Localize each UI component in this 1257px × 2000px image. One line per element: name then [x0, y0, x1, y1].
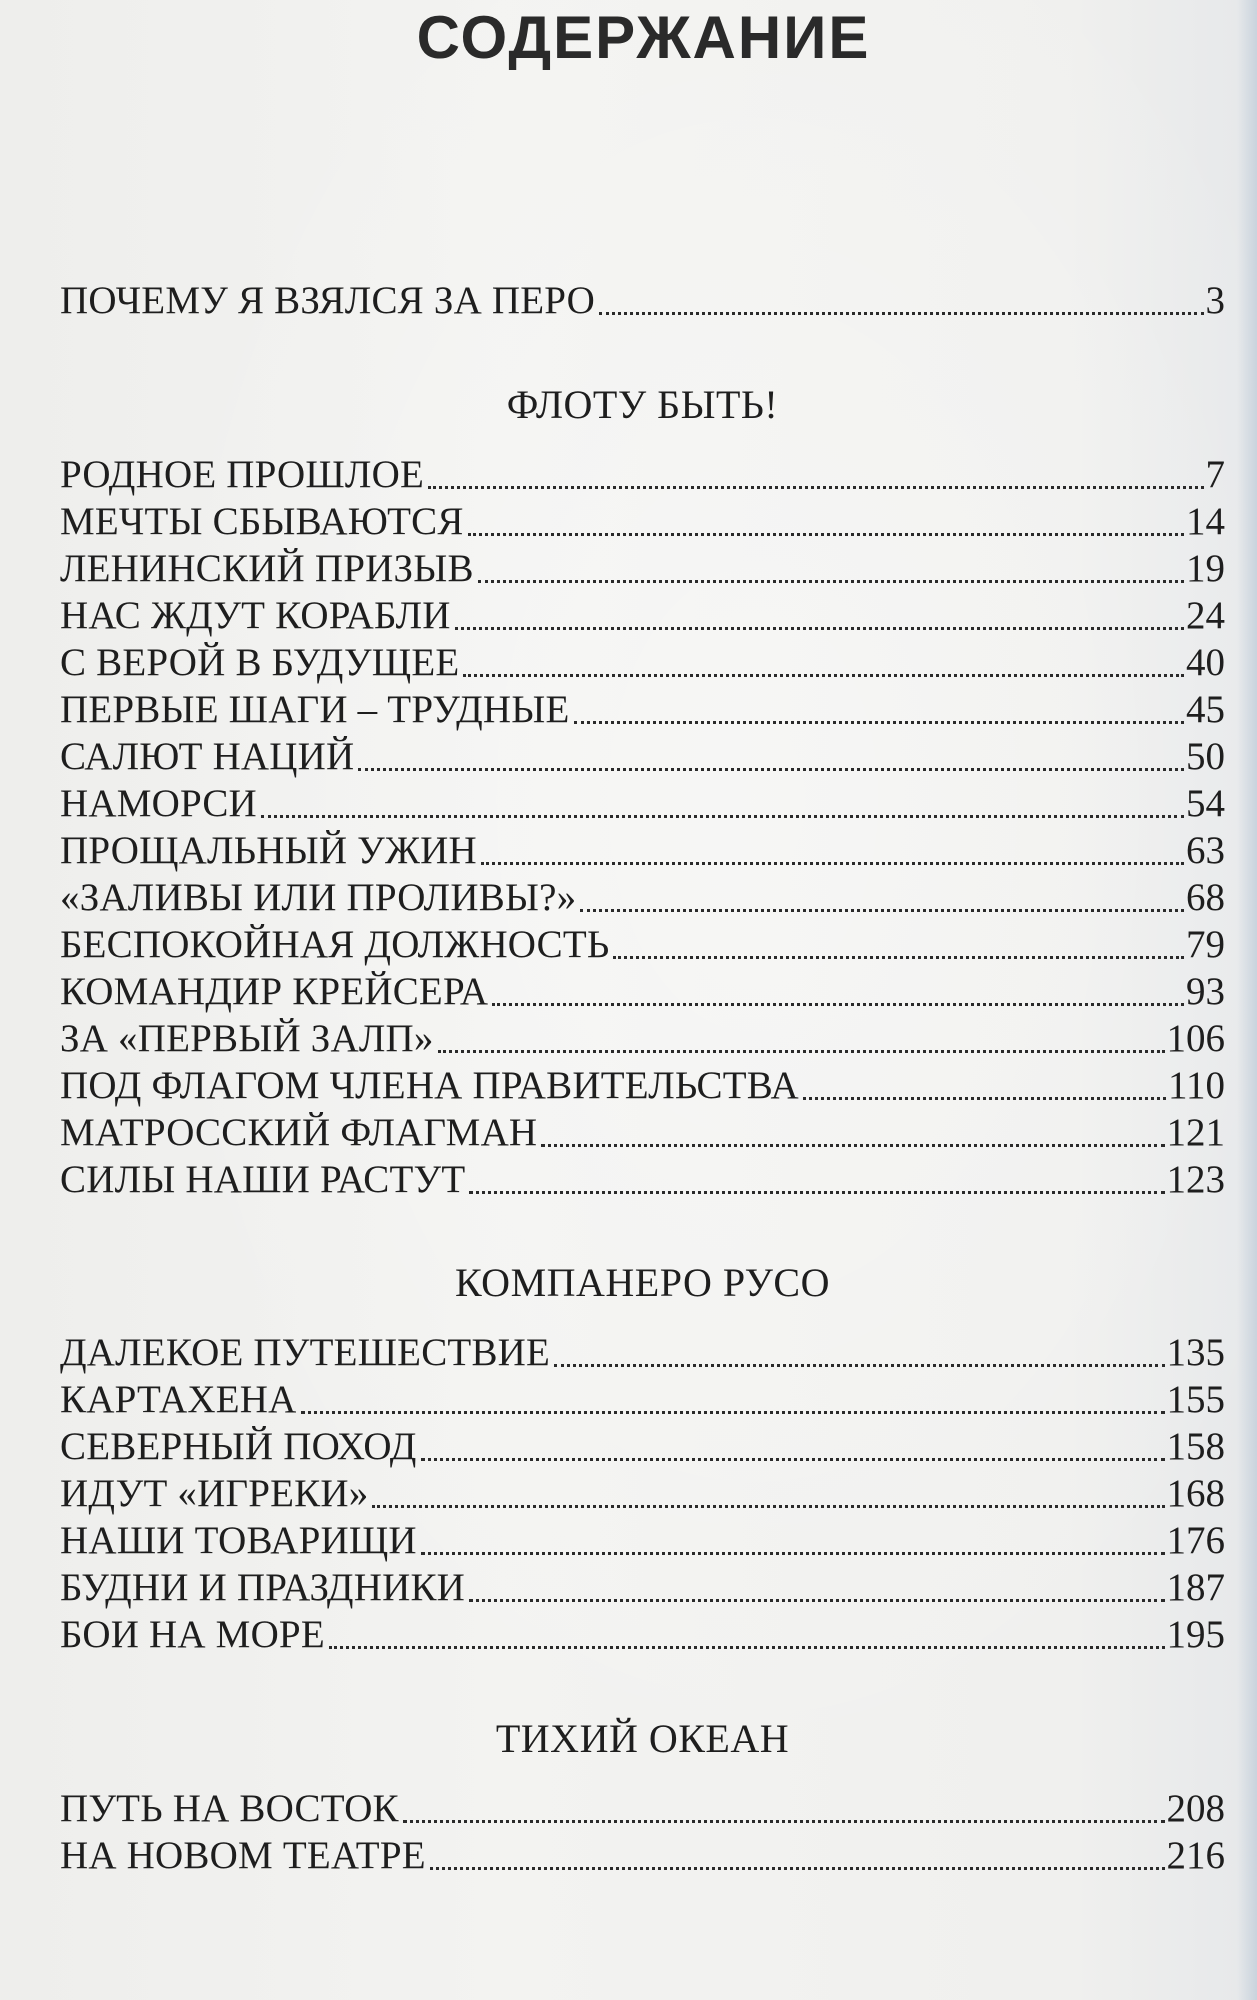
toc-entry[interactable] — [60, 1375, 1225, 1423]
dot-leader — [481, 862, 1184, 865]
page-title: СОДЕРЖАНИЕ — [416, 4, 871, 71]
toc-entry-page: 93 — [1186, 970, 1225, 1013]
toc-entry-page: 158 — [1166, 1425, 1225, 1468]
toc-entry-label: НАМОРСИ — [60, 782, 257, 825]
dot-leader — [421, 1552, 1165, 1555]
toc-entry-page: 7 — [1205, 453, 1225, 496]
toc-entry[interactable] — [60, 967, 1225, 1015]
toc-entry[interactable] — [60, 1563, 1225, 1611]
section-heading-2: КОМПАНЕРО РУСО — [455, 1260, 830, 1305]
dot-leader — [301, 1411, 1165, 1414]
toc-entry[interactable] — [60, 544, 1225, 592]
toc-entry-label: ПРОЩАЛЬНЫЙ УЖИН — [60, 829, 477, 872]
toc-entry-page: 135 — [1166, 1331, 1225, 1374]
dot-leader — [574, 721, 1184, 724]
toc-entry-label: САЛЮТ НАЦИЙ — [60, 735, 355, 778]
toc-entry-label: НАШИ ТОВАРИЩИ — [60, 1519, 417, 1562]
toc-entry-page: 68 — [1186, 876, 1225, 919]
toc-entry-label: КОМАНДИР КРЕЙСЕРА — [60, 970, 489, 1013]
dot-leader — [455, 627, 1184, 630]
toc-entry-page: 79 — [1186, 923, 1225, 966]
toc-entry-page: 187 — [1166, 1566, 1225, 1609]
toc-entry[interactable] — [60, 591, 1225, 639]
toc-entry-label: БОИ НА МОРЕ — [60, 1613, 325, 1656]
dot-leader — [541, 1144, 1164, 1147]
toc-entry-label: ПОЧЕМУ Я ВЗЯЛСЯ ЗА ПЕРО — [60, 279, 596, 322]
toc-entry-label: ЗА «ПЕРВЫЙ ЗАЛП» — [60, 1017, 434, 1060]
dot-leader — [469, 1191, 1164, 1194]
toc-entry[interactable] — [60, 1610, 1225, 1658]
toc-entry-label: ДАЛЕКОЕ ПУТЕШЕСТВИЕ — [60, 1331, 551, 1374]
toc-entry[interactable] — [60, 1328, 1225, 1376]
section-heading-1: ФЛОТУ БЫТЬ! — [506, 382, 779, 427]
toc-entry-page: 3 — [1205, 279, 1225, 322]
toc-entry-label: МАТРОССКИЙ ФЛАГМАН — [60, 1111, 538, 1154]
toc-entry-page: 19 — [1186, 547, 1225, 590]
toc-entry-page: 216 — [1166, 1834, 1225, 1877]
toc-entry-label: ПОД ФЛАГОМ ЧЛЕНА ПРАВИТЕЛЬСТВА — [60, 1064, 799, 1107]
dot-leader — [613, 956, 1184, 959]
toc-entry-label: С ВЕРОЙ В БУДУЩЕЕ — [60, 641, 460, 684]
dot-leader — [430, 1867, 1165, 1870]
toc-entry-page: 121 — [1166, 1111, 1225, 1154]
dot-leader — [554, 1364, 1164, 1367]
dot-leader — [428, 486, 1204, 489]
toc-entry[interactable] — [60, 1108, 1225, 1156]
toc-entry-label: КАРТАХЕНА — [60, 1378, 297, 1421]
dot-leader — [463, 674, 1184, 677]
toc-entry[interactable] — [60, 685, 1225, 733]
toc-entry[interactable] — [60, 1784, 1225, 1832]
toc-entry[interactable] — [60, 1831, 1225, 1879]
toc-entry-page: 168 — [1166, 1472, 1225, 1515]
toc-entry-label: СЕВЕРНЫЙ ПОХОД — [60, 1425, 417, 1468]
toc-entry-label: ЛЕНИНСКИЙ ПРИЗЫВ — [60, 547, 474, 590]
toc-entry[interactable] — [60, 1422, 1225, 1470]
toc-entry-page: 45 — [1186, 688, 1225, 731]
toc-entry-label: ИДУТ «ИГРЕКИ» — [60, 1472, 369, 1515]
toc-entry[interactable] — [60, 826, 1225, 874]
toc-entry[interactable] — [60, 1014, 1225, 1062]
toc-entry-page: 50 — [1186, 735, 1225, 778]
toc-entry-label: БУДНИ И ПРАЗДНИКИ — [60, 1566, 466, 1609]
toc-entry-label: МЕЧТЫ СБЫВАЮТСЯ — [60, 500, 464, 543]
toc-entry[interactable] — [60, 1155, 1225, 1203]
toc-entry[interactable] — [60, 450, 1225, 498]
toc-entry[interactable] — [60, 920, 1225, 968]
toc-entry-page: 195 — [1166, 1613, 1225, 1656]
dot-leader — [358, 768, 1184, 771]
toc-entry-label: СИЛЫ НАШИ РАСТУТ — [60, 1158, 466, 1201]
toc-entry-page: 63 — [1186, 829, 1225, 872]
toc-entry-page: 110 — [1167, 1064, 1225, 1107]
toc-entry-page: 176 — [1166, 1519, 1225, 1562]
toc-entry[interactable] — [60, 1061, 1225, 1109]
dot-leader — [261, 815, 1184, 818]
toc-entry-label: РОДНОЕ ПРОШЛОЕ — [60, 453, 424, 496]
toc-entry-page: 54 — [1186, 782, 1225, 825]
dot-leader — [403, 1820, 1165, 1823]
dot-leader — [492, 1003, 1184, 1006]
toc-entry[interactable] — [60, 732, 1225, 780]
toc-entry-label: НАС ЖДУТ КОРАБЛИ — [60, 594, 451, 637]
toc-entry-label: «ЗАЛИВЫ ИЛИ ПРОЛИВЫ?» — [60, 876, 577, 919]
dot-leader — [478, 580, 1184, 583]
page-edge-shadow — [1237, 0, 1257, 2000]
dot-leader — [421, 1458, 1165, 1461]
toc-entry-label: ПУТЬ НА ВОСТОК — [60, 1787, 399, 1830]
dot-leader — [580, 909, 1184, 912]
toc-entry-page: 208 — [1166, 1787, 1225, 1830]
dot-leader — [599, 312, 1203, 315]
toc-entry[interactable] — [60, 497, 1225, 545]
dot-leader — [469, 1599, 1164, 1602]
toc-entry[interactable] — [60, 638, 1225, 686]
dot-leader — [803, 1097, 1166, 1100]
dot-leader — [468, 533, 1184, 536]
toc-entry[interactable] — [60, 1469, 1225, 1517]
toc-entry[interactable] — [60, 1516, 1225, 1564]
dot-leader — [372, 1505, 1164, 1508]
dot-leader — [329, 1646, 1165, 1649]
toc-entry[interactable] — [60, 873, 1225, 921]
toc-entry-label: НА НОВОМ ТЕАТРЕ — [60, 1834, 426, 1877]
toc-entry-preface[interactable] — [60, 276, 1225, 324]
toc-entry-page: 106 — [1166, 1017, 1225, 1060]
toc-entry-label: БЕСПОКОЙНАЯ ДОЛЖНОСТЬ — [60, 923, 610, 966]
dot-leader — [438, 1050, 1165, 1053]
toc-entry[interactable] — [60, 779, 1225, 827]
toc-entry-page: 123 — [1166, 1158, 1225, 1201]
toc-entry-page: 155 — [1166, 1378, 1225, 1421]
section-heading-3: ТИХИЙ ОКЕАН — [495, 1716, 790, 1761]
toc-entry-page: 40 — [1186, 641, 1225, 684]
toc-entry-page: 24 — [1186, 594, 1225, 637]
toc-entry-page: 14 — [1186, 500, 1225, 543]
toc-entry-label: ПЕРВЫЕ ШАГИ – ТРУДНЫЕ — [60, 688, 570, 731]
